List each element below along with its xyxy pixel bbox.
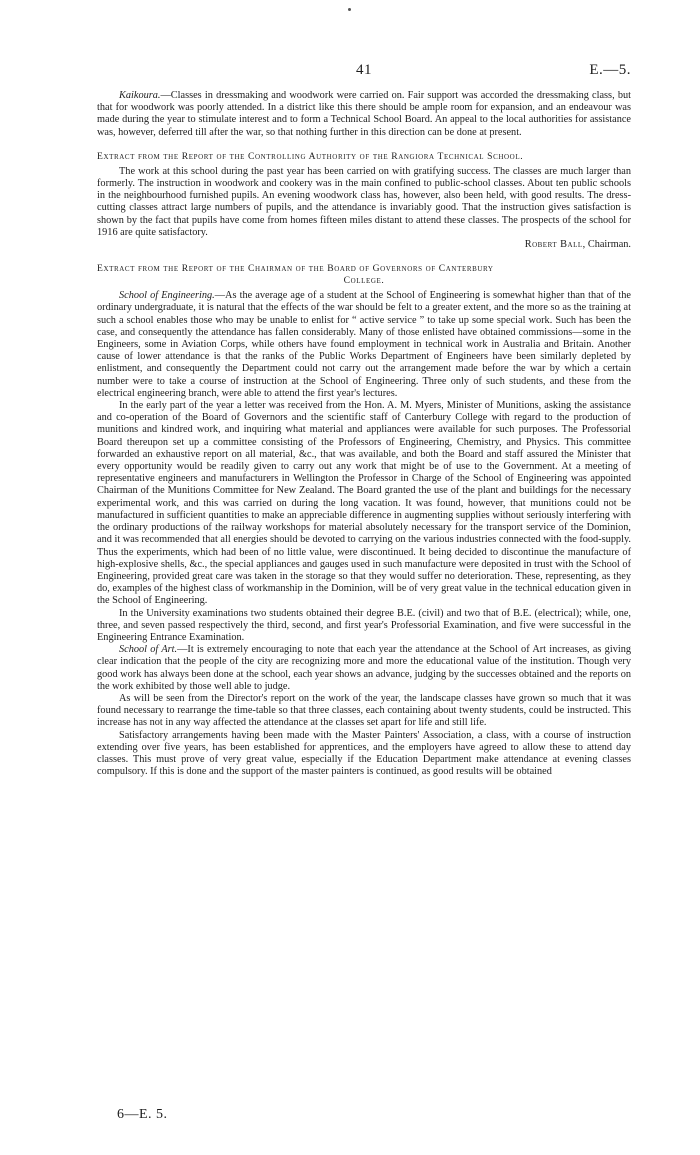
art-paragraph-3: Satisfactory arrangements having been made with the Master Painters' Association, a class, with a course of instruction extending over five years, has been established for apprentices, and the employers have agreed to allow these to attend day classes. This must prove of very great value, especially if the Education Department make attendance at evening classes compulsory. If this is done and the support of the master painters is continued, as good results will be obtained [97,729,631,778]
signature-name: Robert Ball [524,239,583,251]
rangiora-signature [97,239,631,251]
engineering-lead: School of Engineering. [119,290,215,302]
page-number: 41 [356,62,372,78]
document-page [97,62,631,778]
rangiora-heading: Extract from the Report of the Controlling Authority of the Rangiora Technical School. [97,150,524,162]
signature-mark: 6—E. 5. [117,1107,168,1122]
kaikoura-paragraph [97,90,631,139]
rangiora-paragraph: The work at this school during the past year has been carried on with gratifying success. The classes are much larger than formerly. The instruction in woodwork and cookery was in the main confined to public-school classes. About ten public schools in the neighbourhood furnished pupils. An evening woodwork class has, however, also been held, with good results. The dress-cutting classes attract large numbers of pupils, and the attendance is invariably good. That the instruction gives satisfaction is shown by the fact that pupils have come from homes fifteen miles distant to attend these classes. The prospects of the school for 1916 are quite satisfactory. [97,165,631,238]
art-paragraph-2: As will be seen from the Director's report on the work of the year, the landscape classes have grown so much that it was found necessary to rearrange the time-table so that three classes, each containing about twenty students, could be instructed. This increase has not in any way affected the attendance at the classes set apart for life and still life. [97,692,631,729]
signature-title: , Chairman. [582,239,631,251]
engineering-paragraph-3: In the University examinations two students obtained their degree B.E. (civil) and two that of B.E. (electrical); while, one, three, and seven passed respectively the third, second, and first year's Professorial Examination, and five were successful in the Engineering Entrance Examination. [97,607,631,643]
page-header [97,62,631,84]
canterbury-heading-line1: Extract from the Report of the Chairman of the Board of Governors of Canterbury [97,263,494,275]
kaikoura-text: —Classes in dressmaking and woodwork were carried on. Fair support was accorded the dressmaking class, but that for woodwork was poorly attended. In a district like this there should be ample room for expansion, and an endeavour was made during the year to stimulate interest and to form a Technical School Board. An appeal to the local authorities for assistance was, however, deferred till after the war, so that nothing further in this direction can be done at present. [97,90,631,138]
engineering-paragraph-1 [97,290,631,400]
art-lead: School of Art. [119,644,178,656]
print-speck [348,8,351,11]
canterbury-heading-line2: College. [343,275,385,287]
art-text-1: —It is extremely encouraging to note that each year the attendance at the School of Art increases, as giving clear indication that the people of the city are recognizing more and more the educational value of the institution. Though very good work has always been done at the school, each year shows an advance, judging by the successes obtained and the reports on the work exhibited by those well able to judge. [97,644,631,692]
engineering-paragraph-2: In the early part of the year a letter was received from the Hon. A. M. Myers, Minister of Munitions, asking the assistance and co-operation of the Board of Governors and the scientific staff of Canterbury College with regard to the production of munitions and kindred work, and inquiring what material and appliances were available for such purposes. The Professorial Board thereupon set up a committee consisting of the Professors of Engineering, Chemistry, and Physics. This committee forwarded an exhaustive report on all material, &c., that was available, and both the Board and staff assured the Minister that every opportunity would be readily given to carry out any work that might be of use to the Government. At a meeting of representative engineers and manufacturers in Wellington the Professor in Charge of the School of Engineering was appointed Chairman of the Munitions Committee for New Zealand. The Board granted the use of the plant and buildings for the necessary experimental work, and this was carried on during the long vacation. It was found, however, that munitions could not be manufactured in sufficient quantities to make an appreciable difference in augmenting supplies without seriously interfering with the ordinary productions of the railway workshops for material absolutely necessary for the transport service of the Dominion, and it was recommended that all energies should be devoted to carrying on the various industries connected with the food-supply. Thus the experiments, which had been of no little value, were discontinued. It being decided to discontinue the manufacture of high-explosive shells, &c., the special appliances and gauges used in such manufacture were deposited in trust with the School of Engineering, provided great care was taken in the storage so that they would suffer no deterioration. These, representing, as they do, examples of the highest class of workmanship in the Dominion, will be of very great value in the technical education given in the School of Engineering. [97,400,631,607]
kaikoura-lead: Kaikoura. [119,90,161,101]
art-paragraph-1 [97,644,631,693]
engineering-text-1: —As the average age of a student at the School of Engineering is somewhat higher than that of the ordinary undergraduate, it is natural that the effects of the war should be felt to a greater extent, and the more so as the training at such a school enables those who may be unable to enlist for “ active service ” to take up some special work. Such has been the case, and consequently the attendance has fallen considerably. Many of those enlisted have obtained commissions—some in the Engineers, some in Aviation Corps, while others have found employment in technical work in Australia and Britain. Another cause of lower attendance is that the ranks of the Public Works Department of Engineers have been similarly depleted by enlistment, and consequently the Department could not carry out the arrangement made before the war by which a certain number were to take a course of instruction at the School of Engineering. Three only of such students, and these from the electrical engineering branch, were able to attend the first year's lectures. [97,290,631,399]
document-reference: E.—5. [589,62,631,78]
